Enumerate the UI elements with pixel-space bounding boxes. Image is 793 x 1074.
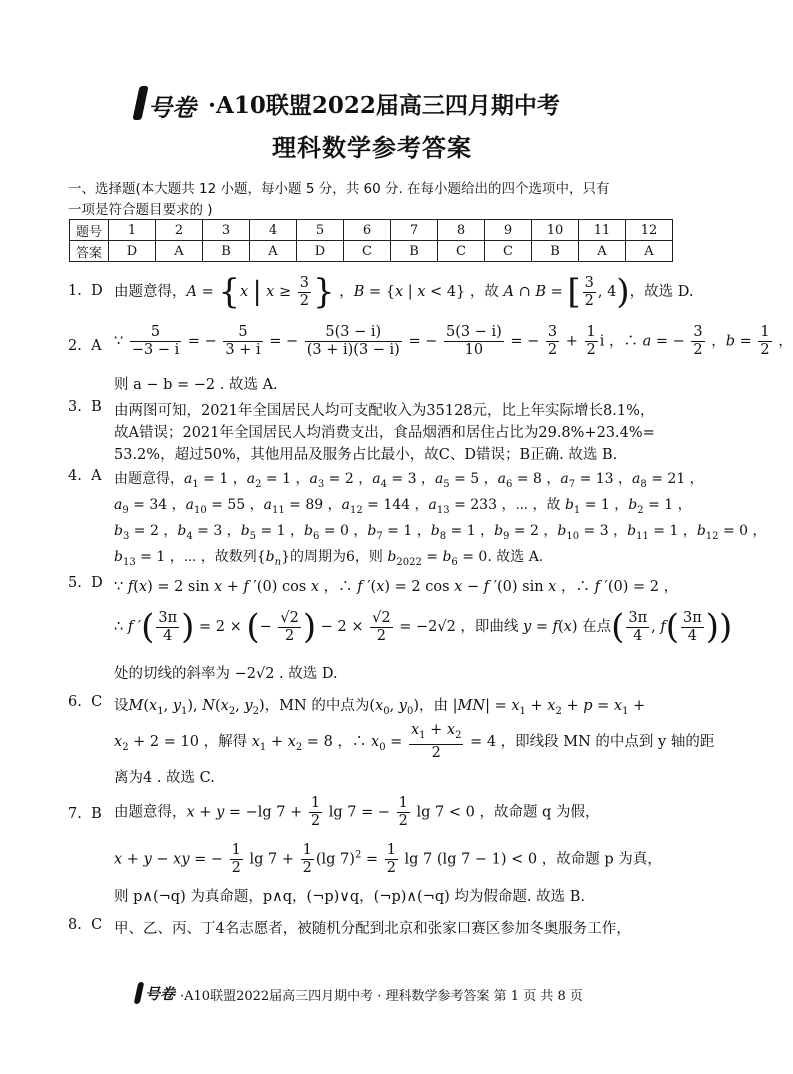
table-cell: D <box>297 241 344 262</box>
table-cell: A <box>626 241 673 262</box>
table-cell: 11 <box>579 220 626 241</box>
table-cell: 8 <box>438 220 485 241</box>
table-cell: 12 <box>626 220 673 241</box>
table-cell: 2 <box>156 220 203 241</box>
table-cell: A <box>250 241 297 262</box>
page-footer <box>136 982 616 1004</box>
row-label-number: 题号 <box>70 220 109 241</box>
q1-number: 1. D <box>68 283 103 299</box>
q1-solution: 由题意得，A = {x | x ≥ $\frac{3}{2}$ } ，B = {x | x < 4} ，故 A ∩ B = [ $\frac{3}{2}$ , 4)，故选 D. <box>114 272 694 312</box>
q7-line3: 则 p∧(¬q) 为真命题，p∧q，(¬p)∨q，(¬p)∧(¬q) 均为假命题. 故选 B. <box>114 889 585 905</box>
table-cell: 10 <box>532 220 579 241</box>
q4-line4: $b_{13} = 1$ ，⋯ ，故数列$\{b_n\}$的周期为6，则 $b_{2022} = b_6 = 0$. 故选 A. <box>114 549 544 568</box>
q5-number: 5. D <box>68 575 103 591</box>
q4-number: 4. A <box>68 468 102 484</box>
table-cell: C <box>344 241 391 262</box>
table-row-answers <box>70 241 673 262</box>
q4-line2: $a_9 = 34$ ，$a_{10} = 55$ ，$a_{11} = 89$ ，$a_{12} = 144$ ，$a_{13} = 233$ ，⋯ ，故 $b_1 = 1$ ，$b_2 = 1$ ， <box>114 497 692 516</box>
q8-number: 8. C <box>68 917 103 933</box>
brand-logo: 号卷 <box>136 86 206 120</box>
q5-line3: 处的切线的斜率为 −2√2 . 故选 D. <box>114 666 338 682</box>
table-cell: C <box>438 241 485 262</box>
table-cell: 4 <box>250 220 297 241</box>
table-cell: 3 <box>203 220 250 241</box>
table-cell: B <box>532 241 579 262</box>
header-title <box>136 86 616 120</box>
q4-line1: 由题意得，$a_1 = 1$ ，$a_2 = 1$ ，$a_3 = 2$ ，$a_4 = 3$ ，$a_5 = 5$ ，$a_6 = 8$ ，$a_7 = 13$ ，$a_8 = 21$ ， <box>114 471 704 490</box>
exam-title: ·A10联盟2022届高三四月期中考 <box>208 92 560 119</box>
answer-table <box>69 219 673 262</box>
q7-line2: x + y − xy = − $\frac{1}{2}$ lg 7 + $\frac{1}{2}$ (lg 7)$^2$ = $\frac{1}{2}$ lg 7 (lg 7 − 1) < 0 ，故命题 p 为真， <box>114 842 662 876</box>
q5-line2: ∴ f ′( $\frac{3\pi}{4}$ ) = 2 × (− $\frac{√2}{2}$ ) − 2 × $\frac{√2}{2}$ = −2√2 ，即曲线 y = f(x) 在点( $\frac{3\pi}{4}$ , f( $\frac{3\pi}{4}$ )) <box>114 607 733 647</box>
table-row-numbers <box>70 220 673 241</box>
table-cell: B <box>391 241 438 262</box>
table-cell: A <box>579 241 626 262</box>
q3-line1: 由两图可知，2021年全国居民人均可支配收入为35128元，比上年实际增长8.1%， <box>114 403 655 419</box>
table-cell: C <box>485 241 532 262</box>
q7-line1: 由题意得，x + y = −lg 7 + $\frac{1}{2}$ lg 7 = − $\frac{1}{2}$ lg 7 < 0 ，故命题 q 为假， <box>114 795 600 829</box>
q6-number: 6. C <box>68 694 103 710</box>
q6-line2: $x_2 + 2 = 10$ ，解得 $x_1 + x_2 = 8$ ，∴ $x_0$ = $\frac{x_1 + x_2}{2}$ = 4 ，即线段 MN 的中点到 y 轴的距 <box>114 722 715 761</box>
footer-logo: 号卷 <box>136 982 178 1004</box>
q2-solution: ∵ $\frac{5}{-3 - i}$ = − $\frac{5}{3 + i}$ = − $\frac{5(3 - i)}{(3 + i)(3 - i)}$ = − $\frac{5(3 - i)}{10}$ = − $\frac{3}{2}$ + $\frac{1}{2}$ i ，∴ a = − $\frac{3}{2}$ ，b = $\frac{1}{2}$ ， <box>114 324 793 358</box>
q5-line1: ∵ f(x) = 2 sin x + f ′(0) cos x ，∴ f ′(x) = 2 cos x − f ′(0) sin x ，∴ f ′(0) = 2 ， <box>114 579 679 595</box>
table-cell: A <box>156 241 203 262</box>
q6-line1: 设$M(x_1$, $y_1$), $N(x_2$, $y_2$)，MN 的中点为($x_0$, $y_0$)，由 $|MN| = x_1 + x_2 + p = x_1$ + <box>114 698 646 717</box>
q7-number: 7. B <box>68 806 102 822</box>
table-cell: 1 <box>109 220 156 241</box>
document-subtitle: 理科数学参考答案 <box>272 133 472 162</box>
table-cell: D <box>109 241 156 262</box>
table-cell: B <box>203 241 250 262</box>
q4-line3: $b_3 = 2$ ，$b_4 = 3$ ，$b_5 = 1$ ，$b_6 = 0$ ，$b_7 = 1$ ，$b_8 = 1$ ，$b_9 = 2$ ，$b_{10} = 3$ ，$b_{11} = 1$ ，$b_{12} = 0$ ， <box>114 523 767 542</box>
table-cell: 5 <box>297 220 344 241</box>
q2-line2: 则 a − b = −2 . 故选 A. <box>114 377 278 393</box>
q3-number: 3. B <box>68 399 102 415</box>
table-cell: 7 <box>391 220 438 241</box>
table-cell: 6 <box>344 220 391 241</box>
q3-line3: 53.2%，超过50%，其他用品及服务占比最小，故C、D错误；B正确. 故选 B. <box>114 447 618 463</box>
q2-number: 2. A <box>68 338 102 354</box>
q6-line3: 离为4 . 故选 C. <box>114 770 215 786</box>
table-cell: 9 <box>485 220 532 241</box>
footer-text: ·A10联盟2022届高三四月期中考 · 理科数学参考答案 第 1 页 共 8 页 <box>180 989 583 1004</box>
q8-line1: 甲、乙、丙、丁4名志愿者，被随机分配到北京和张家口赛区参加冬奥服务工作， <box>114 921 631 937</box>
section-heading: 一、选择题(本大题共 12 小题，每小题 5 分，共 60 分. 在每小题给出的四个选项中，只有 一项是符合题目要求的 ) <box>68 181 610 218</box>
q3-line2: 故A错误；2021年全国居民人均消费支出，食品烟酒和居住占比为29.8%+23.4%= <box>114 425 655 441</box>
row-label-answer: 答案 <box>70 241 109 262</box>
